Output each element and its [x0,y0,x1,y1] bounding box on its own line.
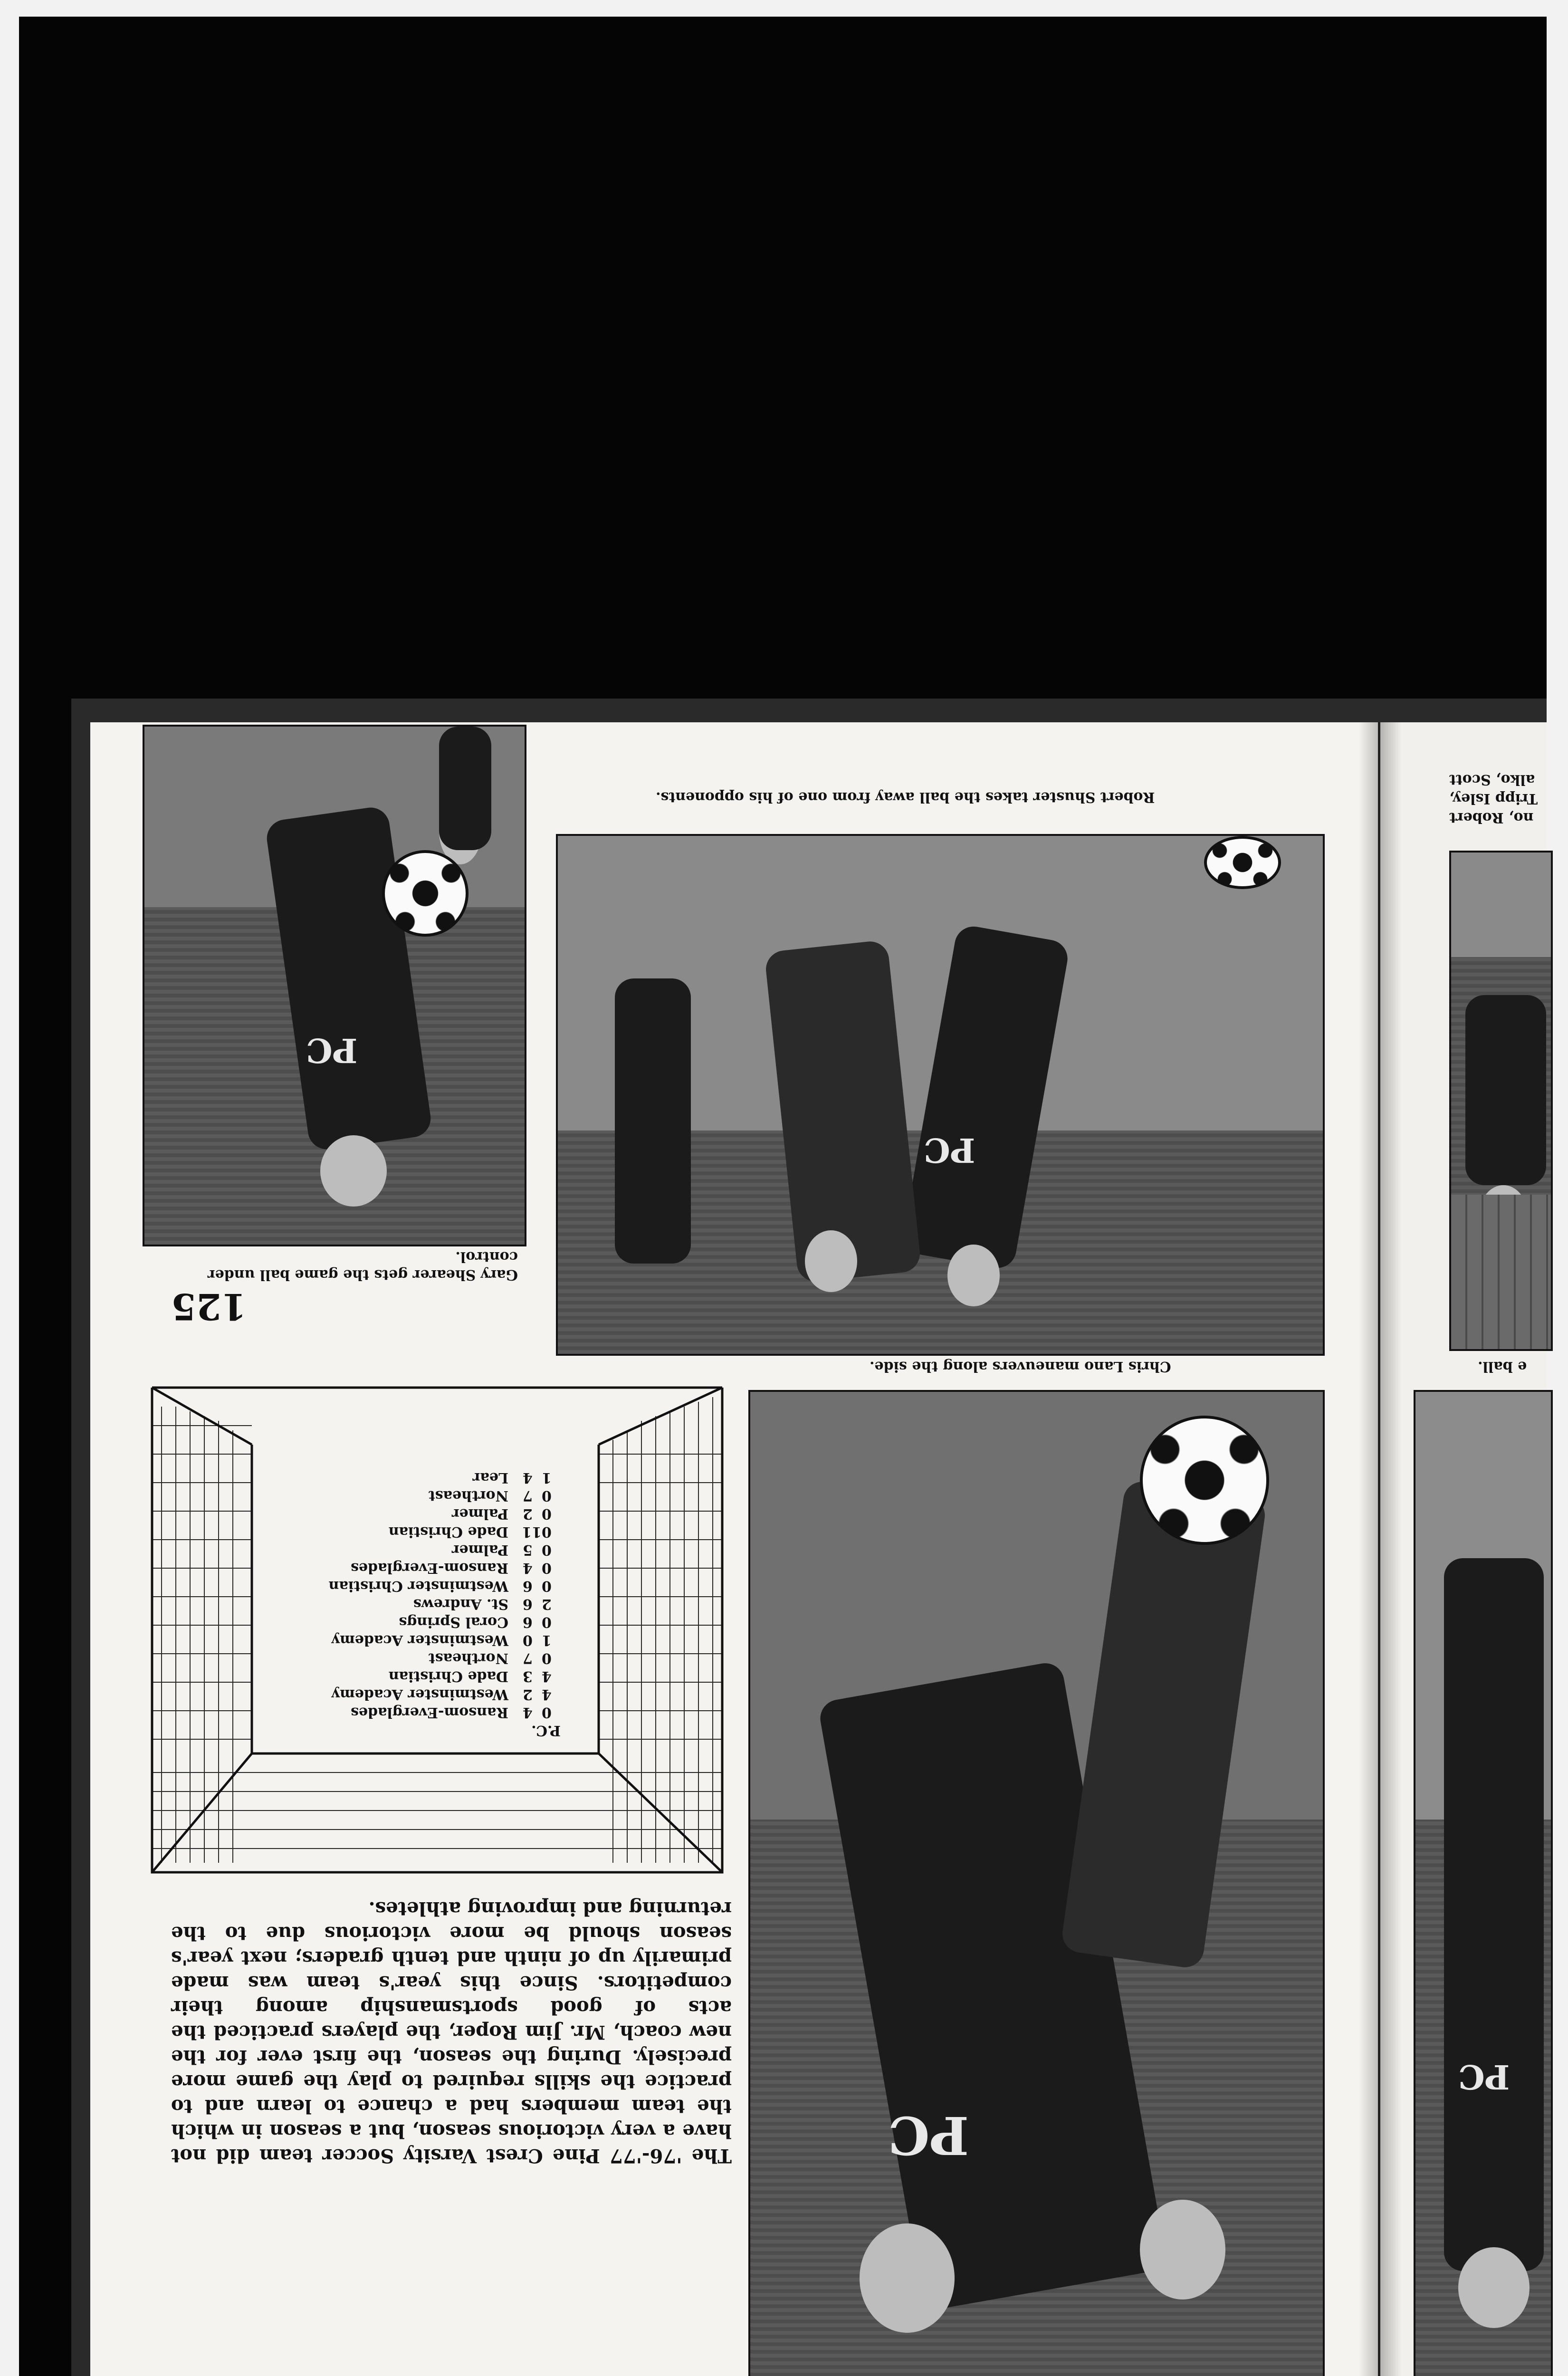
article-text: The '76-'77 Pine Crest Varsity Soccer team did not have a very victorious season, but a season in which the team members had a chance to learn and to practice the skills required to play the game more precisely. During the season, the first ever for the new coach, Mr. Jim Roper, the players practiced the acts of good sportsmanship among their competitors. Since this year's team was made primarily up of ninth and tenth graders; next year's season should be more victorious due to the returning and improving athletes. [171,1897,732,2167]
season-scoreboard [266,1468,561,1739]
score-row: 0 7 Northeast [428,1487,552,1504]
scoreboard-header [266,1721,561,1739]
caption-robert-shuster: Robert Shuster takes the ball away from one of his opponents. [656,789,1155,805]
right-page-photo-bottom [1414,1390,1553,2376]
right-page-caption-line: no, Robert [1449,809,1534,826]
caption-gary-shearer-text: Gary Shearer gets the game ball under control. [207,1248,518,1283]
caption-chris-lano: Chris Lano maneuvers along the side. [870,1358,1171,1375]
scoreboard-header-pc: P.C. [531,1722,561,1739]
right-page-caption-line: alko, Scott [1449,771,1535,788]
right-page-photo-top [1449,851,1553,1351]
score-row: 0 2 Palmer [451,1505,552,1522]
right-page-caption-line: Tripp Isley, [1449,790,1538,807]
photo-robert-shuster [556,834,1325,1356]
jersey-letters: PC [306,1031,358,1070]
caption-gary-shearer [147,1247,518,1284]
score-row: 0 5 Palmer [451,1542,552,1558]
right-page-caption-mid: e ball. [1478,1358,1527,1375]
right-page-caption-top [1449,770,1538,827]
photo-gary-shearer [143,725,526,1246]
score-row: 0 4 Ransom-Everglades [351,1560,552,1576]
score-row: 1 0 Westminster Academy [331,1632,552,1648]
score-row: 0 6 Coral Springs [399,1614,552,1630]
jersey-letters: PC [924,1131,975,1170]
photo-chris-lano [748,1390,1325,2376]
score-row: 0 6 Westminster Christian [328,1578,552,1594]
score-row: 0 11 Dade Christian [388,1523,552,1540]
score-row: 4 3 Dade Christian [388,1668,552,1685]
score-row: 0 7 Northeast [428,1650,552,1667]
score-row: 0 4 Ransom-Everglades [351,1704,552,1721]
book-gutter [1359,722,1402,2376]
score-row: 4 2 Westminster Academy [331,1686,552,1703]
score-row: 1 4 Lear [472,1469,552,1486]
score-row: 2 6 St. Andrews [413,1596,552,1612]
jersey-letters: PC [888,2105,969,2166]
page-number: 125 [171,1285,247,1328]
jersey-letters: PC [1458,2057,1510,2097]
